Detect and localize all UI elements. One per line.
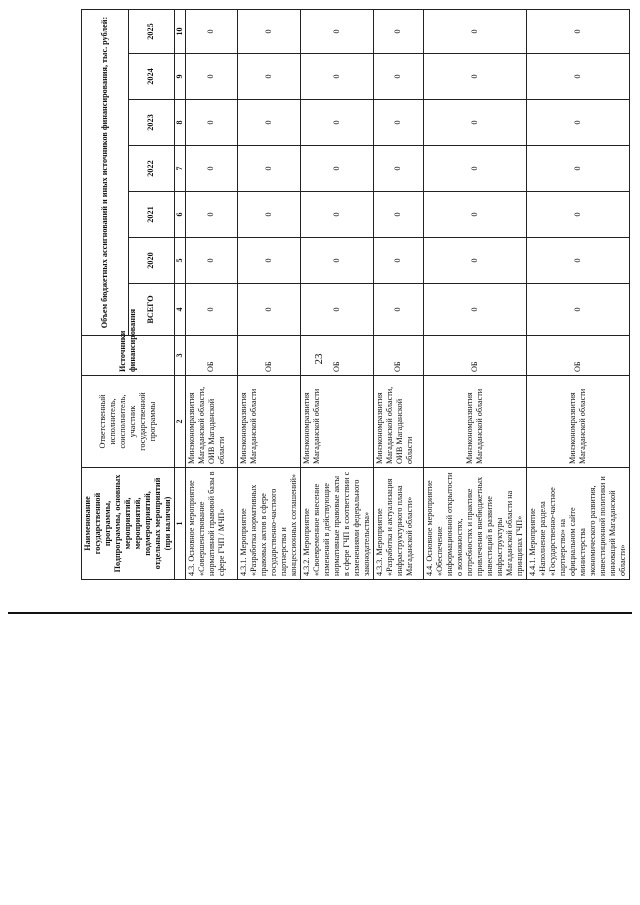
row-value-2022: 0 (237, 146, 300, 192)
row-executor: Минэкономразвития Магаданской области (526, 376, 629, 468)
row-value-2022: 0 (423, 146, 526, 192)
row-name: 4.4.1. Мероприятие «Наполнение раздела «Государственно-частное партнерство» на официальном сайте министерства экономического развития, инвестиционной политики и инноваций Магаданской области» (526, 468, 629, 580)
row-value-2024: 0 (373, 54, 423, 100)
row-value-2025: 0 (237, 10, 300, 54)
row-value-2022: 0 (185, 146, 237, 192)
table-rotated-container (81, 10, 627, 580)
row-name: 4.3.2. Мероприятие «Своевременное внесение изменений в действующие нормативные правовые акты в сфере ГЧП в соответствии с изменениями федерального законодательства» (300, 468, 373, 580)
row-value-2024: 0 (185, 54, 237, 100)
header-year-2020: 2020 (128, 238, 175, 284)
row-value-2024: 0 (237, 54, 300, 100)
row-value-total: 0 (373, 284, 423, 336)
header-year-2022: 2022 (128, 146, 175, 192)
page-number: 23 (313, 353, 325, 365)
column-number: 2 (175, 376, 186, 468)
row-source: ОБ (526, 336, 629, 376)
row-value-total: 0 (237, 284, 300, 336)
row-value-2023: 0 (300, 100, 373, 146)
row-value-total: 0 (423, 284, 526, 336)
row-source: ОБ (185, 336, 237, 376)
row-value-2023: 0 (237, 100, 300, 146)
row-value-2025: 0 (526, 10, 629, 54)
row-value-2024: 0 (300, 54, 373, 100)
row-value-total: 0 (300, 284, 373, 336)
header-year-2021: 2021 (128, 192, 175, 238)
table-row (300, 10, 373, 580)
header-source: Источники финансирования (82, 336, 175, 376)
row-executor: Минэкономразвития Магаданской области (237, 376, 300, 468)
row-executor: Минэкономразвития Магаданской области, ОИВ Магаданской области (185, 376, 237, 468)
row-value-2025: 0 (373, 10, 423, 54)
row-value-2023: 0 (185, 100, 237, 146)
row-value-2020: 0 (526, 238, 629, 284)
horizontal-rule (8, 612, 632, 614)
row-source: ОБ (423, 336, 526, 376)
funding-table (81, 9, 630, 580)
row-value-2020: 0 (185, 238, 237, 284)
row-value-2020: 0 (300, 238, 373, 284)
row-value-2020: 0 (237, 238, 300, 284)
table-row (373, 10, 423, 580)
row-name: 4.4. Основное мероприятие «Обеспечение информационной открытости о возможностях, потребностях и практике привлечения внебюджетных инвестиций в развитие инфраструктуры Магаданской области на принципах ГЧП» (423, 468, 526, 580)
row-value-2021: 0 (237, 192, 300, 238)
row-source: ОБ (237, 336, 300, 376)
row-value-2025: 0 (300, 10, 373, 54)
row-executor: Минэкономразвития Магаданской области (423, 376, 526, 468)
row-value-total: 0 (185, 284, 237, 336)
row-executor: Минэкономразвития Магаданской области (300, 376, 373, 468)
row-value-2022: 0 (526, 146, 629, 192)
row-value-2024: 0 (526, 54, 629, 100)
row-value-2025: 0 (185, 10, 237, 54)
header-year-total: ВСЕГО (128, 284, 175, 336)
header-name: Наименование государственной программы, Подпрограммы, основных мероприятий, мероприятий, подмероприятий, отдельных мероприятий (при наличии) (82, 468, 175, 580)
table-row (423, 10, 526, 580)
table-row (237, 10, 300, 580)
row-value-2024: 0 (423, 54, 526, 100)
row-value-2020: 0 (373, 238, 423, 284)
row-value-2023: 0 (526, 100, 629, 146)
header-year-2025: 2025 (128, 10, 175, 54)
column-number-row (175, 10, 186, 580)
row-name: 4.3. Основное мероприятие «Совершенствование нормативной правовой базы в сфере ГЧП / МЧП» (185, 468, 237, 580)
table-row (185, 10, 237, 580)
column-number: 10 (175, 10, 186, 54)
header-funding: Объем бюджетных ассигнований и иных источников финансирования, тыс. рублей: (82, 10, 129, 336)
row-source: ОБ (373, 336, 423, 376)
column-number: 4 (175, 284, 186, 336)
column-number: 1 (175, 468, 186, 580)
row-value-2020: 0 (423, 238, 526, 284)
row-value-total: 0 (526, 284, 629, 336)
column-number: 7 (175, 146, 186, 192)
row-value-2021: 0 (526, 192, 629, 238)
header-year-2024: 2024 (128, 54, 175, 100)
column-number: 8 (175, 100, 186, 146)
column-number: 3 (175, 336, 186, 376)
row-value-2023: 0 (373, 100, 423, 146)
header-executor: Ответственный исполнитель, соисполнитель, участник государственной программы (82, 376, 175, 468)
table-row (526, 10, 629, 580)
row-value-2021: 0 (423, 192, 526, 238)
row-value-2021: 0 (373, 192, 423, 238)
row-executor: Минэкономразвития Магаданской области, ОИВ Магаданской области (373, 376, 423, 468)
header-year-2023: 2023 (128, 100, 175, 146)
row-value-2025: 0 (423, 10, 526, 54)
column-number: 5 (175, 238, 186, 284)
row-value-2021: 0 (300, 192, 373, 238)
column-number: 6 (175, 192, 186, 238)
row-value-2022: 0 (300, 146, 373, 192)
column-number: 9 (175, 54, 186, 100)
row-value-2023: 0 (423, 100, 526, 146)
row-name: 4.3.1. Мероприятие «Разработка нормативных правовых актов в сфере государственно-частного партнерства и концессионных соглашений» (237, 468, 300, 580)
row-name: 4.3.3. Мероприятие «Разработка и актуализация инфраструктурного плана Магаданской области» (373, 468, 423, 580)
row-value-2021: 0 (185, 192, 237, 238)
row-value-2022: 0 (373, 146, 423, 192)
row-source: ОБ (300, 336, 373, 376)
